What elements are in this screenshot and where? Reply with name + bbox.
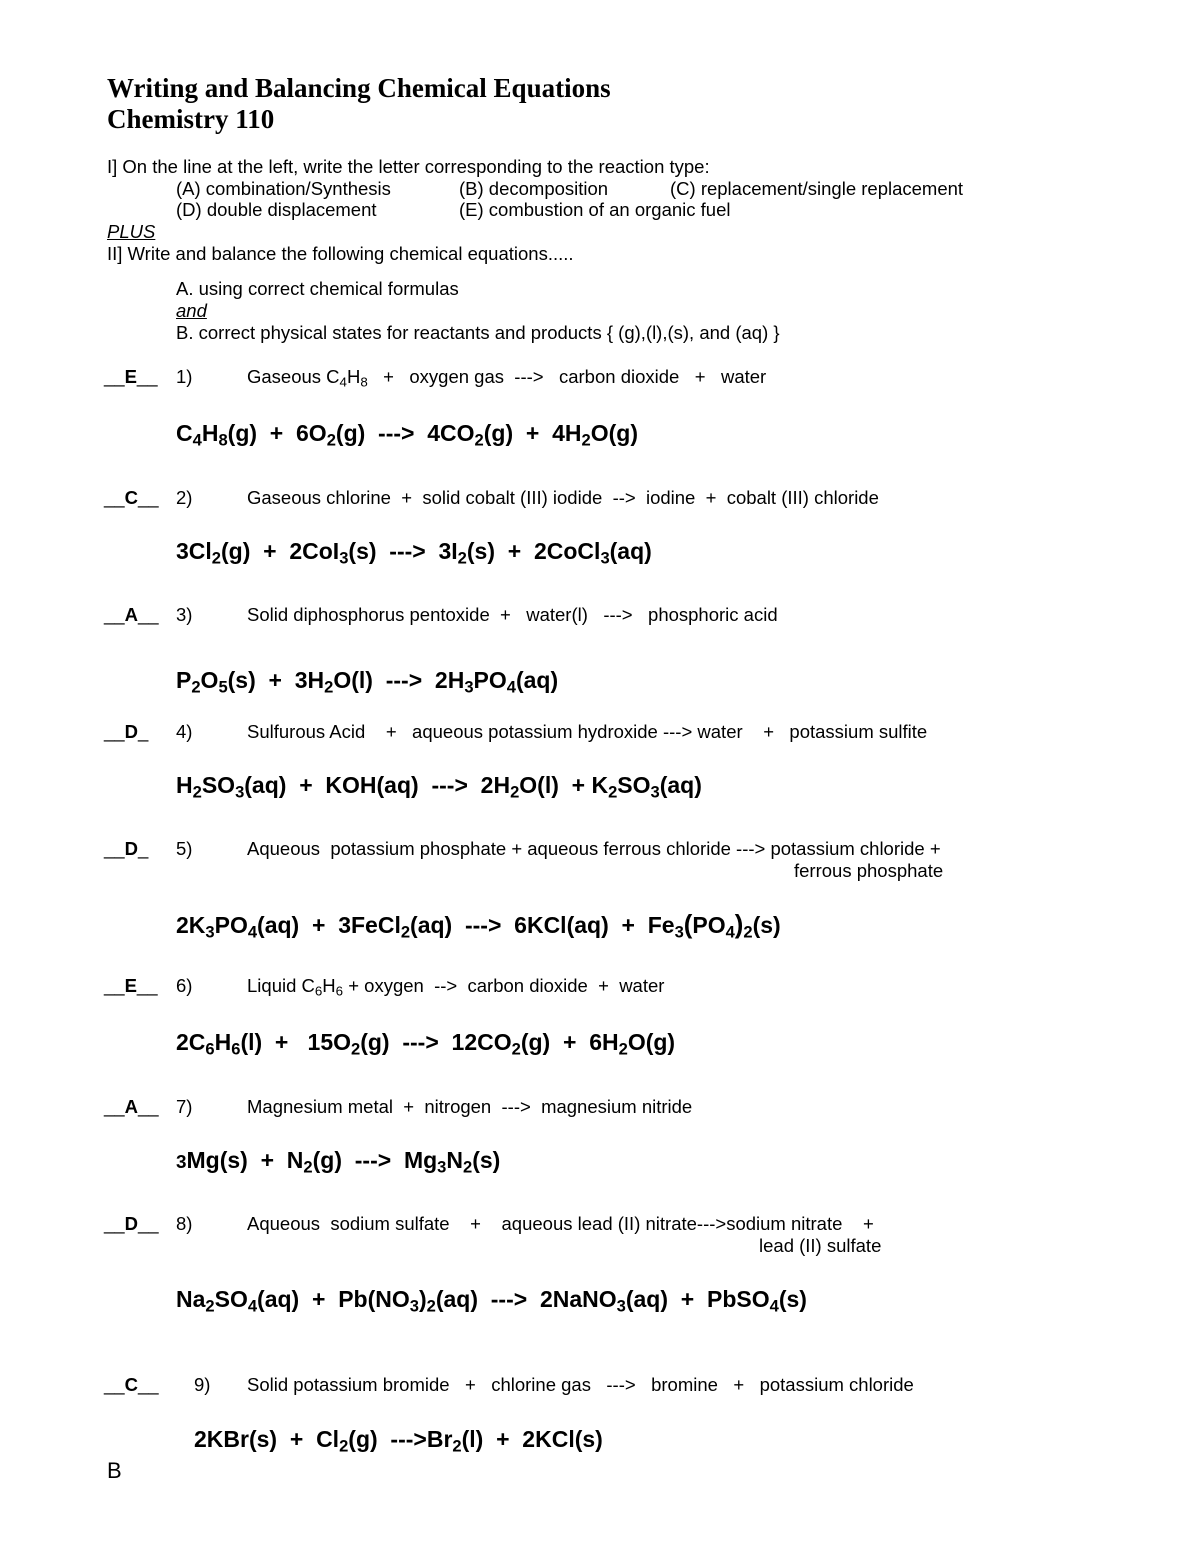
- problem-number: 8): [176, 1213, 193, 1234]
- answer-blank[interactable]: __D_: [104, 721, 149, 742]
- equation: $P_2O_5(s) + 3H_2O(l)$ ---> $2H_3PO_4(aq)$: [176, 667, 559, 697]
- problem-number: 9): [194, 1374, 211, 1395]
- page-title: Writing and Balancing Chemical Equations: [107, 73, 611, 103]
- equation: $C_4H_8(g) + 6O_2(g)$ ---> $4CO_2(g) + 4H_2O(g)$: [176, 420, 638, 450]
- equation: $2C_6H_6(l) + 15O_2(g)$ ---> $12CO_2(g) + 6H_2O(g)$: [176, 1029, 676, 1059]
- and-label: and: [176, 300, 207, 321]
- plus-label: PLUS: [107, 221, 156, 242]
- type-d: (D) double displacement: [176, 199, 377, 220]
- problem-number: 3): [176, 604, 193, 625]
- answer-blank[interactable]: __D__: [104, 1213, 159, 1234]
- type-b: (B) decomposition: [459, 178, 609, 199]
- answer-blank[interactable]: __A__: [104, 1096, 159, 1117]
- problem-text-continued: lead (II) sulfate: [759, 1235, 882, 1256]
- equation: $3Mg(s) + N_2(g)$ ---> $Mg_3N_2(s)$: [176, 1147, 501, 1177]
- problem-text: Solid potassium bromide + chlorine gas ---> bromine + potassium chloride: [247, 1374, 914, 1395]
- problem-number: 5): [176, 838, 193, 859]
- type-e: (E) combustion of an organic fuel: [459, 199, 731, 220]
- problem-text-continued: ferrous phosphate: [794, 860, 944, 881]
- problem-text: Solid diphosphorus pentoxide + water(l) ---> phosphoric acid: [247, 604, 778, 625]
- problem-number: 4): [176, 721, 193, 742]
- problem-number: 7): [176, 1096, 193, 1117]
- page-subtitle: Chemistry 110: [107, 104, 275, 134]
- answer-blank[interactable]: __A__: [104, 604, 159, 625]
- problem-text: Aqueous potassium phosphate + aqueous ferrous chloride ---> potassium chloride +: [247, 838, 941, 859]
- equation: $Na_2SO_4(aq) + Pb(NO_3)_2(aq)$ ---> 2NaNO$_3$(aq) + PbSO$_4$(s): [176, 1286, 807, 1316]
- problem-number: 6): [176, 975, 193, 996]
- answer-blank[interactable]: __C__: [104, 487, 159, 508]
- equation: $2KBr(s) + Cl_2(g) --->Br_2(l) + 2KCl(s)$: [194, 1426, 603, 1456]
- answer-blank[interactable]: __E__: [104, 366, 158, 387]
- footer-letter: B: [107, 1458, 122, 1483]
- problem-number: 2): [176, 487, 193, 508]
- type-a: (A) combination/Synthesis: [176, 178, 391, 199]
- instruction-part1: I] On the line at the left, write the letter corresponding to the reaction type:: [107, 156, 710, 177]
- instruction-b: B. correct physical states for reactants and products { (g),(l),(s), and (aq) }: [176, 322, 780, 343]
- problem-text: Aqueous sodium sulfate + aqueous lead (II) nitrate--->sodium nitrate +: [247, 1213, 874, 1234]
- equation: $2K_3PO_4(aq)$ + 3FeCl$_2$(aq) ---> $6KCl(aq) + Fe_3(PO_4)_2(s)$: [176, 911, 781, 942]
- instruction-a: A. using correct chemical formulas: [176, 278, 459, 299]
- answer-blank[interactable]: __D_: [104, 838, 149, 859]
- answer-blank[interactable]: __E__: [104, 975, 158, 996]
- equation: $H_2SO_3(aq) + KOH(aq)$ ---> $2H_2O(l) + K_2SO_3(aq)$: [176, 772, 702, 802]
- problem-text: Magnesium metal + nitrogen ---> magnesium nitride: [247, 1096, 693, 1117]
- problem-text: Liquid $C_6H_6$ + oxygen --> carbon dioxide + water: [247, 975, 665, 999]
- problem-number: 1): [176, 366, 193, 387]
- problem-text: Sulfurous Acid + aqueous potassium hydroxide ---> water + potassium sulfite: [247, 721, 928, 742]
- problem-text: Gaseous $C_4H_8$ + oxygen gas ---> carbon dioxide + water: [247, 366, 767, 390]
- equation: $3Cl_2(g) + 2CoI_3(s)$ ---> $3I_2(s)$ + 2CoCl$_3$(aq): [176, 538, 652, 568]
- problem-text: Gaseous chlorine + solid cobalt (III) iodide --> iodine + cobalt (III) chloride: [247, 487, 879, 508]
- type-c: (C) replacement/single replacement: [670, 178, 964, 199]
- instruction-part2: II] Write and balance the following chemical equations.....: [107, 243, 574, 264]
- answer-blank[interactable]: __C__: [104, 1374, 159, 1395]
